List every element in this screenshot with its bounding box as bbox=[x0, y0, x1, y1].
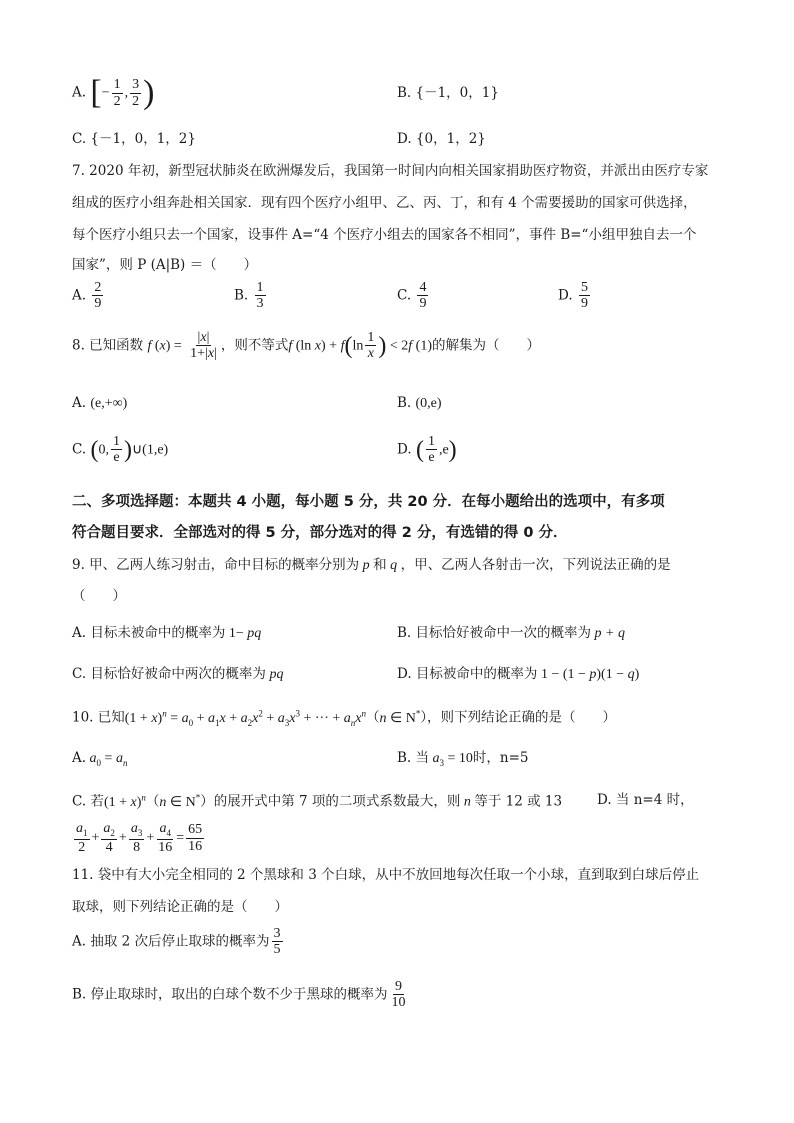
q9-option-c: C. 目标恰好被命中两次的概率为 pq bbox=[72, 666, 284, 682]
q10-option-c: C. 若$(1 + x)^n(n$ ∈ N*）的展开式中第 7 项的二项式系数最大，则 n 等于 12 或 13 bbox=[72, 792, 563, 810]
q11-line-2: 取球，则下列结论正确的是（ ） bbox=[72, 899, 288, 915]
q8-option-c: C. (0, $\frac{1}{e}$ )∪(1,e) bbox=[72, 434, 169, 466]
q8-option-b: B. (0,e) bbox=[397, 395, 442, 411]
q6-option-a: A. [− $\frac{1}{2}$ , $\frac{3}{2}$ ) bbox=[72, 74, 155, 111]
q7-line-1: 7. 2020 年初，新型冠状肺炎在欧洲爆发后，我国第一时间内向相关国家捐助医疗物资，并派出由医疗专家 bbox=[72, 163, 709, 179]
q7-line-4: 国家”，则 P (A|B) ＝（ ） bbox=[72, 257, 258, 273]
q10-option-b: B. 当 $a_3 = 10$时，n=5 bbox=[397, 750, 529, 768]
q8-option-a: A. (e,+∞) bbox=[72, 395, 128, 411]
q7-option-d: D. $\frac{5}{9}$ bbox=[558, 280, 588, 312]
q9-option-a: A. 目标未被命中的概率为 1− pq bbox=[72, 625, 262, 641]
q9-option-b: B. 目标恰好被命中一次的概率为 p + q bbox=[397, 625, 625, 641]
q6-option-a-label: A. bbox=[72, 84, 87, 101]
q9-stem-bracket: （ ） bbox=[72, 588, 126, 604]
q7-line-2: 组成的医疗小组奔赴相关国家．现有四个医疗小组甲、乙、丙、丁，和有 4 个需要援助的国家可供选择， bbox=[72, 195, 697, 211]
q10-option-d: D. 当 n=4 时， bbox=[597, 792, 694, 808]
q11-option-a: A. 抽取 2 次后停止取球的概率为 $\frac{3}{5}$ bbox=[72, 926, 281, 958]
q9-stem: 9. 甲、乙两人练习射击，命中目标的概率分别为 p 和 q ，甲、乙两人各射击一次，下列说法正确的是 bbox=[72, 557, 671, 573]
section-2-heading-line-1: 二、多项选择题：本题共 4 小题，每小题 5 分，共 20 分．在每小题给出的选项中，有多项 bbox=[72, 494, 665, 510]
q7-option-a: A. $\frac{2}{9}$ bbox=[72, 280, 102, 312]
q6-option-c: C. {－1，0，1，2} bbox=[72, 131, 196, 147]
q8-option-d: D. ( $\frac{1}{e}$ ,e) bbox=[397, 434, 457, 466]
q9-option-d: D. 目标被命中的概率为 1 − (1 − p)(1 − q) bbox=[397, 666, 640, 682]
q8-stem: 8. 已知函数 f (x) = $\frac{|x|}{1+|x|}$ ，则不等式f (ln x) + f(ln $\frac{1}{x}$ ) < 2f (1)的解集为（ ） bbox=[72, 330, 540, 362]
q11-option-b: B. 停止取球时，取出的白球个数不少于黑球的概率为 $\frac{9}{10}$ bbox=[72, 979, 406, 1011]
q10-stem: 10. 已知$(1 + x)^n = a_0 + a_1x + a_2x^2 + a_3x^3$ + ··· + $a_nx^n(n$ ∈ N*），则下列结论正确的是（ ） bbox=[72, 708, 617, 728]
q6-option-b: B. {－1，0，1} bbox=[397, 85, 499, 101]
q7-option-b: B. $\frac{1}{3}$ bbox=[234, 280, 264, 312]
q6-option-d: D. {0，1，2} bbox=[397, 131, 486, 147]
q7-option-c: C. $\frac{4}{9}$ bbox=[397, 280, 427, 312]
q11-line-1: 11. 袋中有大小完全相同的 2 个黑球和 3 个白球，从中不放回地每次任取一个小球，直到取到白球后停止 bbox=[72, 867, 700, 883]
q7-line-3: 每个医疗小组只去一个国家，设事件 A=“4 个医疗小组去的国家各不相同”，事件 B=“小组甲独自去一个 bbox=[72, 227, 697, 243]
section-2-heading-line-2: 符合题目要求．全部选对的得 5 分，部分选对的得 2 分，有选错的得 0 分． bbox=[72, 525, 568, 541]
q10-option-a: A. $a_0 = a_n$ bbox=[72, 750, 128, 768]
q10-option-d-formula: $\frac{a_1}{2}$ + $\frac{a_2}{4}$ + $\frac{a_3}{8}$ + $\frac{a_4}{16}$ = $\frac{65}{16}$ bbox=[76, 821, 203, 855]
